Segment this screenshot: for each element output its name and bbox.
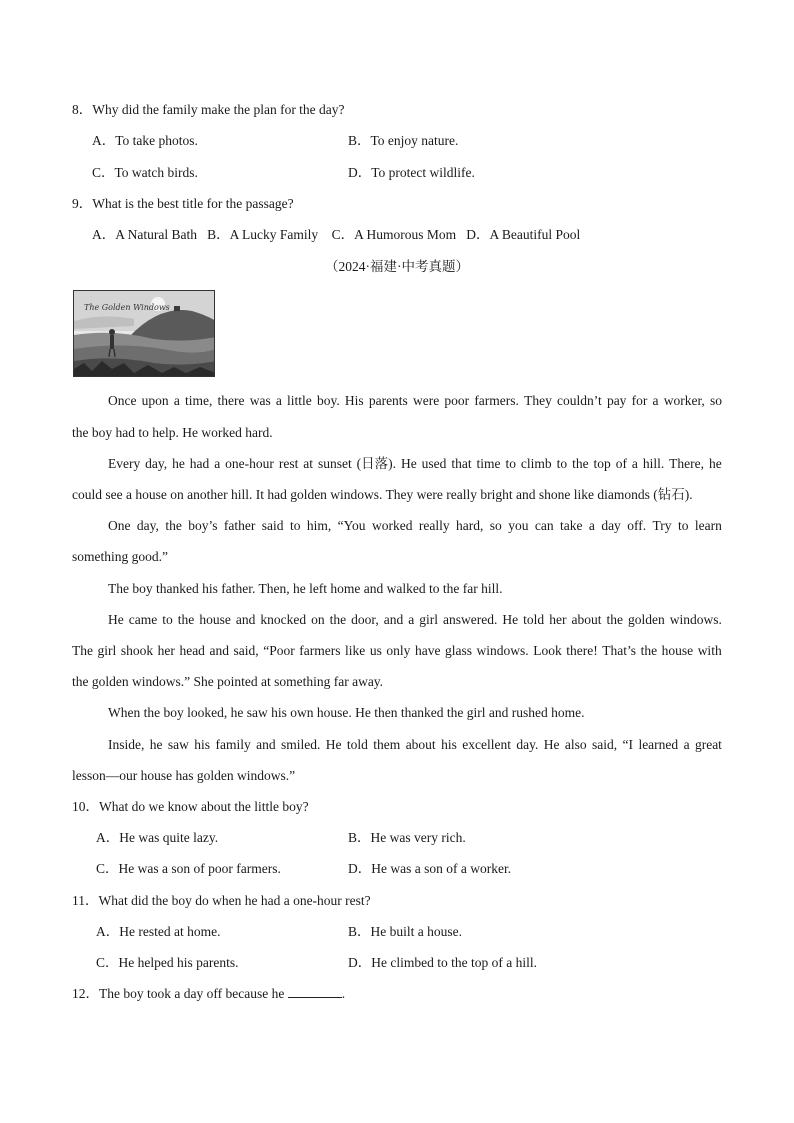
image-title: The Golden Windows	[84, 303, 170, 312]
q10-option-b: B．He was very rich.	[348, 830, 466, 845]
passage-p1-line2: the boy had to help. He worked hard.	[72, 425, 273, 440]
word: learn	[694, 518, 722, 533]
word: learned	[638, 737, 679, 752]
passage-p4: The boy thanked his father. Then, he left home and walked to the far hill.	[108, 581, 503, 596]
word: top	[593, 456, 611, 471]
word: He	[325, 737, 342, 752]
word: parents	[368, 393, 408, 408]
word: great	[694, 737, 722, 752]
word: Look	[533, 643, 562, 658]
word: you	[508, 518, 529, 533]
word: the	[329, 612, 347, 627]
word: Every	[108, 456, 141, 471]
word: he	[708, 456, 722, 471]
word: little	[287, 393, 312, 408]
word: golden	[628, 612, 665, 627]
word: head	[179, 643, 205, 658]
word: to	[556, 456, 568, 471]
word: have	[414, 643, 441, 658]
question-9-stem: 9．What is the best title for the passage?	[72, 196, 294, 211]
word: shook	[120, 643, 154, 658]
word: to	[505, 456, 516, 471]
passage-p5-line2	[72, 642, 722, 660]
word: take	[560, 518, 583, 533]
word: told	[346, 737, 368, 752]
word: said,	[592, 737, 618, 752]
word: day,	[136, 518, 159, 533]
q8-option-c: C．To watch birds.	[92, 165, 198, 180]
word: glass	[444, 643, 472, 658]
passage-p2-line2: could see a house on another hill. It had golden windows. They were really bright and shone like diamonds (钻石).	[72, 487, 693, 502]
word: a	[173, 393, 180, 408]
word: at	[303, 456, 314, 471]
passage-p3-line2: something good.”	[72, 549, 168, 564]
word: There,	[669, 456, 705, 471]
word: really	[418, 518, 450, 533]
word: them	[373, 737, 401, 752]
q11-option-a: A．He rested at home.	[96, 924, 221, 939]
word: answered.	[443, 612, 498, 627]
passage-text	[72, 642, 722, 660]
word: couldn’t	[557, 393, 602, 408]
word: the	[640, 643, 658, 658]
word: like	[345, 643, 366, 658]
word: also	[564, 737, 587, 752]
word: “You	[337, 518, 366, 533]
word: time,	[185, 393, 213, 408]
word: he	[149, 737, 163, 752]
source-label: （2024·福建·中考真题）	[325, 259, 469, 274]
word: told	[523, 612, 545, 627]
word: of	[615, 456, 627, 471]
word: His	[344, 393, 364, 408]
word: family	[215, 737, 251, 752]
passage-text	[108, 611, 722, 629]
word: about	[405, 737, 436, 752]
q11-option-d: D．He climbed to the top of a hill.	[348, 955, 537, 970]
word: (日落).	[356, 456, 397, 471]
passage-illustration	[73, 290, 215, 377]
q8-option-d: D．To protect wildlife.	[348, 165, 475, 180]
passage-text	[108, 455, 722, 473]
word: said	[261, 518, 284, 533]
word: house	[199, 612, 231, 627]
word: had	[189, 456, 210, 471]
word: and	[256, 737, 276, 752]
word: on	[311, 612, 325, 627]
word: Once	[108, 393, 137, 408]
word: for	[631, 393, 648, 408]
word: was	[249, 393, 271, 408]
word: Try	[652, 518, 672, 533]
word: us	[369, 643, 382, 658]
q9-options: A．A Natural Bath B．A Lucky Family C．A Humorous Mom D．A Beautiful Pool	[92, 227, 581, 242]
word: his	[441, 737, 457, 752]
word: her	[157, 643, 175, 658]
word: to	[162, 612, 173, 627]
question-11-stem: 11．What did the boy do when he had a one-hour rest?	[72, 893, 371, 908]
passage-p1-line1	[108, 392, 722, 410]
word: excellent	[462, 737, 511, 752]
word: windows.	[669, 612, 722, 627]
passage-p7-line1	[108, 736, 722, 754]
word: He	[502, 612, 519, 627]
word: can	[534, 518, 554, 533]
word: her	[549, 612, 567, 627]
passage-text	[108, 517, 722, 535]
word: so	[709, 393, 722, 408]
word: day.	[516, 737, 539, 752]
word: one-hour	[225, 456, 274, 471]
word: girl	[419, 612, 439, 627]
word: he	[172, 456, 185, 471]
word: and	[235, 612, 256, 627]
word: worker,	[663, 393, 705, 408]
question-8-stem: 8．Why did the family make the plan for the day?	[72, 102, 345, 117]
word: his	[194, 737, 211, 752]
word: with	[697, 643, 722, 658]
word: poor	[444, 393, 470, 408]
word: a	[214, 456, 221, 471]
word: He	[543, 737, 560, 752]
word: said,	[233, 643, 259, 658]
word: were	[412, 393, 440, 408]
q10-option-a: A．He was quite lazy.	[96, 830, 219, 845]
word: rest	[278, 456, 299, 471]
word: hill.	[642, 456, 665, 471]
word: a	[275, 393, 282, 408]
passage-p2-line1	[108, 455, 722, 473]
word: to	[289, 518, 301, 533]
passage-p5-line3: the golden windows.” She pointed at something far away.	[72, 674, 384, 689]
word: off.	[627, 518, 647, 533]
word: girl	[97, 643, 117, 658]
q11-option-b: B．He built a house.	[348, 924, 462, 939]
word: there!	[566, 643, 598, 658]
word: One	[108, 518, 131, 533]
word: so	[489, 518, 502, 533]
q10-option-d: D．He was a son of a worker.	[348, 861, 512, 876]
word: and	[209, 643, 229, 658]
word: saw	[167, 737, 189, 752]
word: He	[400, 456, 417, 471]
word: a	[588, 518, 595, 533]
q8-option-b: B．To enjoy nature.	[348, 133, 459, 148]
word: time	[476, 456, 501, 471]
word: “Poor	[263, 643, 295, 658]
word: the	[177, 612, 195, 627]
q11-option-c: C．He helped his parents.	[96, 955, 239, 970]
word: a	[631, 456, 638, 471]
word: a	[683, 737, 690, 752]
word: boy’s	[188, 518, 218, 533]
word: there	[217, 393, 245, 408]
passage-p3-line1	[108, 517, 722, 535]
word: The	[72, 643, 93, 658]
question-12-stem: 12．The boy took a day off because he	[72, 986, 285, 1001]
passage-text	[108, 392, 722, 410]
word: used	[421, 456, 447, 471]
word: That’s	[602, 643, 637, 658]
q10-option-c: C．He was a son of poor farmers.	[96, 861, 281, 876]
passage-p5-line1	[108, 611, 722, 629]
answer-blank[interactable]	[288, 985, 342, 998]
word: windows.	[476, 643, 529, 658]
word: Inside,	[108, 737, 145, 752]
passage-p6: When the boy looked, he saw his own house. He then thanked the girl and rushed home.	[108, 705, 585, 720]
word: about	[571, 612, 602, 627]
word: He	[108, 612, 124, 627]
word: smiled.	[280, 737, 321, 752]
word: day	[601, 518, 621, 533]
q8-option-a: A．To take photos.	[92, 133, 198, 148]
word: farmers.	[474, 393, 519, 408]
word: sunset	[317, 456, 352, 471]
word: father	[223, 518, 256, 533]
word: day,	[145, 456, 168, 471]
word: hard,	[456, 518, 484, 533]
word: to	[677, 518, 689, 533]
word: the	[165, 518, 182, 533]
question-12	[72, 985, 345, 1003]
word: the	[606, 612, 623, 627]
word: farmers	[299, 643, 341, 658]
word: upon	[141, 393, 169, 408]
word: a	[652, 393, 659, 408]
question-10-stem: 10．What do we know about the little boy?	[72, 799, 309, 814]
word: climb	[520, 456, 552, 471]
word: “I	[622, 737, 634, 752]
word: him,	[306, 518, 332, 533]
word: a	[408, 612, 415, 627]
word: and	[383, 612, 404, 627]
word: the	[572, 456, 589, 471]
word: came	[128, 612, 158, 627]
question-12-end: .	[341, 986, 346, 1001]
word: They	[524, 393, 552, 408]
word: boy.	[316, 393, 340, 408]
word: only	[386, 643, 411, 658]
word: that	[451, 456, 472, 471]
passage-text	[108, 736, 722, 754]
word: house	[661, 643, 694, 658]
passage-p7-line2: lesson—our house has golden windows.”	[72, 768, 296, 783]
word: knocked	[260, 612, 307, 627]
word: pay	[606, 393, 627, 408]
word: worked	[371, 518, 413, 533]
word: door,	[351, 612, 379, 627]
